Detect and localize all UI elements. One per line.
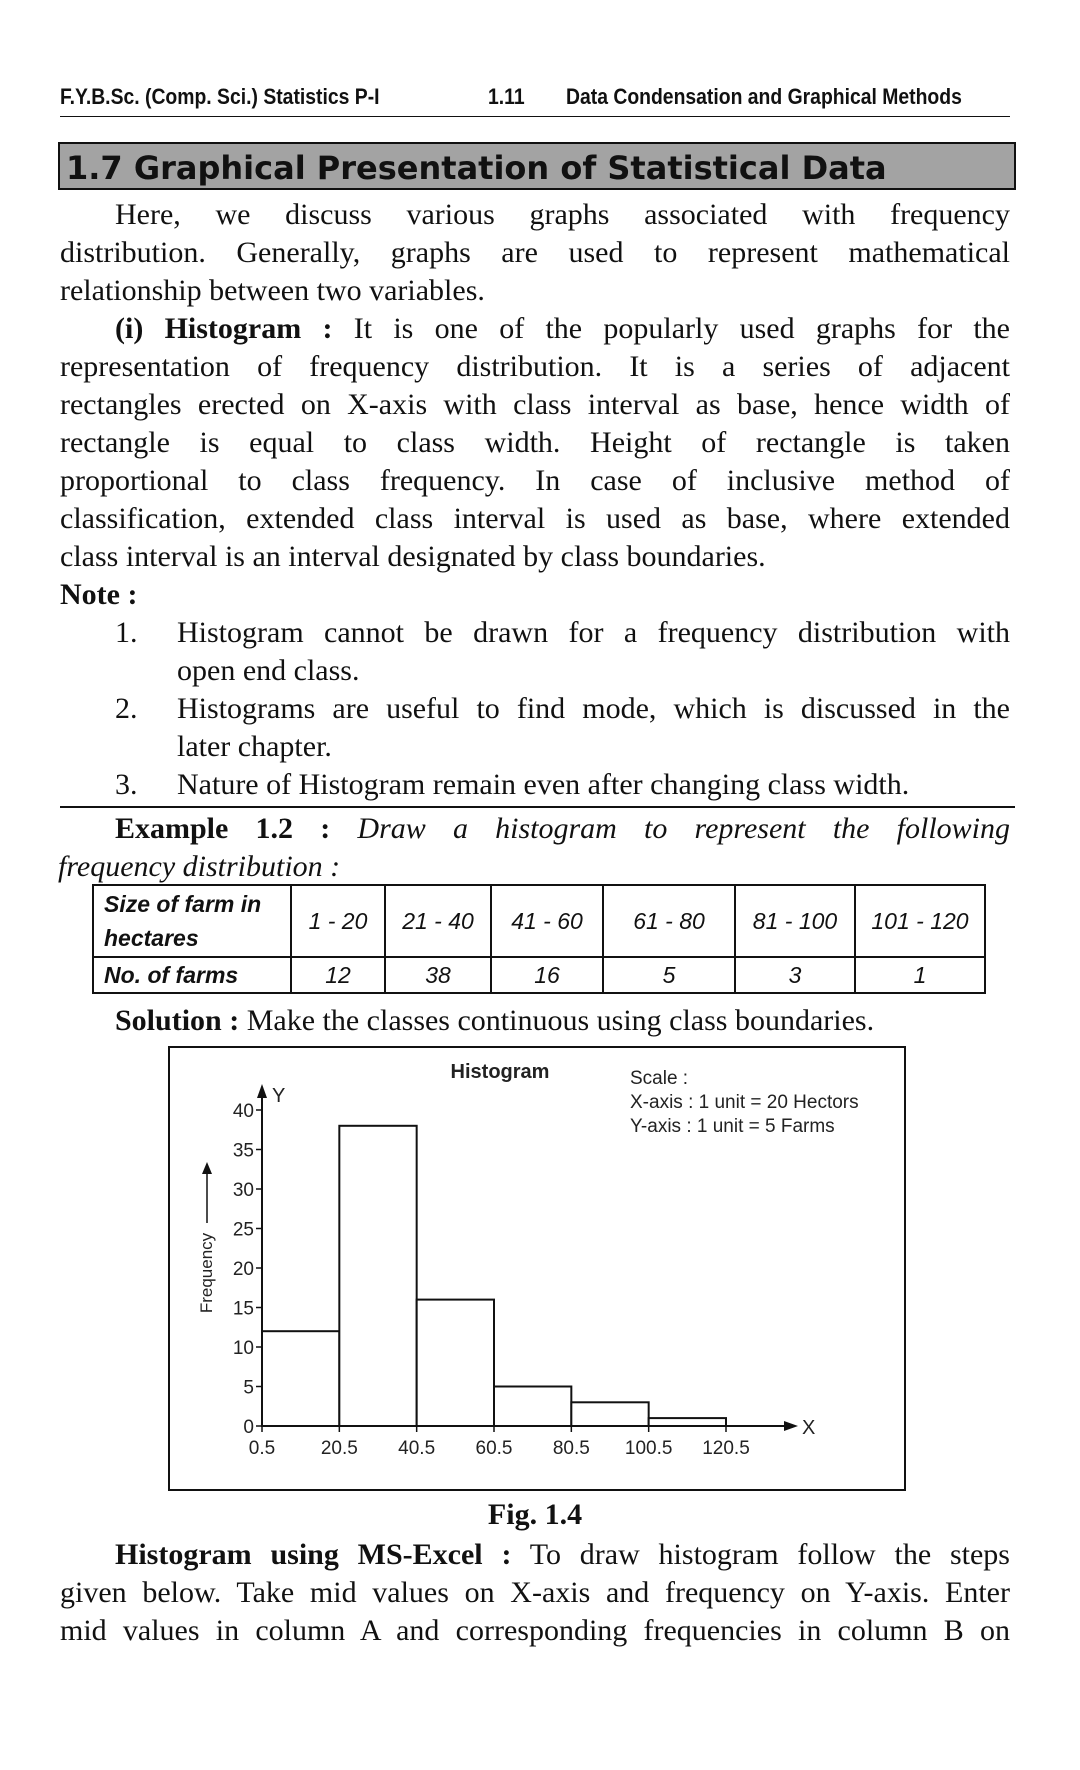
section-title: 1.7 Graphical Presentation of Statistical Data (58, 142, 1016, 190)
note-heading: Note : (60, 578, 138, 611)
intro-line: Here, we discuss various graphs associated with frequency (115, 198, 1010, 231)
y-tick-label: 35 (232, 1140, 254, 1162)
y-axis-arrow-icon (257, 1084, 267, 1098)
histogram-heading: (i) Histogram : (115, 312, 333, 345)
histogram-line: classification, extended class interval is used as base, where extended (60, 502, 1010, 535)
histogram-bar (417, 1300, 494, 1426)
solution-line: Solution : Make the classes continuous using class boundaries. (115, 1004, 875, 1037)
intro-paragraph (60, 196, 1010, 310)
x-tick-label: 80.5 (552, 1438, 590, 1459)
x-tick-label: 100.5 (624, 1438, 673, 1459)
figure-caption: Fig. 1.4 (487, 1498, 583, 1531)
excel-paragraph: Histogram using MS-Excel : To draw histogram follow the steps given below. Take mid values on X-axis and frequency on Y-axis. Enter mid values in column A and corresponding frequencies in column B on (60, 1538, 1010, 1647)
histogram-chart (170, 1048, 908, 1493)
histogram-bar (494, 1387, 571, 1427)
scale-note: X-axis : 1 unit = 20 Hectors (630, 1092, 859, 1113)
y-tick-label: 20 (232, 1259, 254, 1280)
histogram-line: class interval is an interval designated by class boundaries. (60, 540, 766, 573)
histogram-paragraph (60, 310, 1010, 576)
y-axis-title: Frequency (197, 1232, 216, 1314)
table-cell: 61 - 80 (603, 885, 735, 957)
histogram-line: proportional to class frequency. In case of inclusive method of (60, 464, 1010, 497)
solution-label: Solution : (115, 1004, 240, 1037)
table-cell: 1 (855, 957, 985, 993)
histogram-figure (168, 1046, 906, 1491)
y-tick-label: 15 (232, 1298, 254, 1320)
frequency-table (92, 884, 986, 994)
example-paragraph: Example 1.2 : Draw a histogram to represent the following frequency distribution : (58, 812, 1011, 883)
table-cell: 1 - 20 (291, 885, 385, 957)
table-cell: 12 (291, 957, 385, 993)
scale-note: Y-axis : 1 unit = 5 Farms (630, 1116, 835, 1137)
histogram-bar (262, 1331, 339, 1426)
x-tick-label: 40.5 (398, 1438, 436, 1459)
table-cell: 21 - 40 (385, 885, 491, 957)
example-label: Example 1.2 : (115, 812, 331, 845)
header-left: F.Y.B.Sc. (Comp. Sci.) Statistics P-I (60, 84, 380, 109)
table-row (93, 885, 985, 957)
header-right: Data Condensation and Graphical Methods (566, 84, 962, 109)
divider-line (60, 806, 1015, 808)
table-row (93, 957, 985, 993)
table-row-label: Size of farm in hectares (93, 885, 291, 957)
x-tick-label: 20.5 (320, 1438, 358, 1459)
y-tick-label: 0 (243, 1417, 254, 1438)
x-axis-letter: X (802, 1417, 816, 1439)
histogram-bar (649, 1418, 726, 1426)
y-tick-label: 5 (243, 1377, 254, 1399)
scale-note: Scale : (630, 1068, 689, 1089)
excel-label: Histogram using MS-Excel : (115, 1538, 512, 1571)
y-tick-label: 25 (232, 1219, 254, 1241)
x-tick-label: 120.5 (702, 1438, 750, 1459)
y-axis-letter: Y (272, 1085, 286, 1107)
histogram-bar (571, 1402, 648, 1426)
table-cell: 81 - 100 (735, 885, 855, 957)
x-tick-label: 0.5 (248, 1438, 276, 1459)
histogram-line: (i) Histogram : It is one of the popularly used graphs for the (115, 312, 1010, 345)
up-arrow-icon (202, 1162, 212, 1174)
table-cell: 101 - 120 (855, 885, 985, 957)
intro-line: distribution. Generally, graphs are used to represent mathematical (60, 236, 1010, 269)
chart-title: Histogram (450, 1061, 550, 1083)
table-cell: 3 (735, 957, 855, 993)
histogram-line: representation of frequency distribution. It is a series of adjacent (60, 350, 1010, 383)
table-cell: 16 (491, 957, 603, 993)
table-cell: 41 - 60 (491, 885, 603, 957)
header-page-number: 1.11 (488, 84, 525, 109)
intro-line: relationship between two variables. (60, 274, 485, 307)
table-cell: 5 (603, 957, 735, 993)
y-tick-label: 30 (232, 1180, 254, 1201)
running-header (60, 80, 1010, 117)
y-tick-label: 40 (232, 1101, 254, 1122)
x-tick-label: 60.5 (475, 1438, 513, 1459)
y-tick-label: 10 (232, 1338, 254, 1359)
x-axis-arrow-icon (784, 1421, 798, 1431)
histogram-line: rectangles erected on X-axis with class interval as base, hence width of (60, 388, 1010, 421)
table-cell: 38 (385, 957, 491, 993)
histogram-bar (339, 1126, 416, 1426)
histogram-line: rectangle is equal to class width. Height of rectangle is taken (60, 426, 1010, 459)
table-row-label: No. of farms (93, 957, 291, 993)
